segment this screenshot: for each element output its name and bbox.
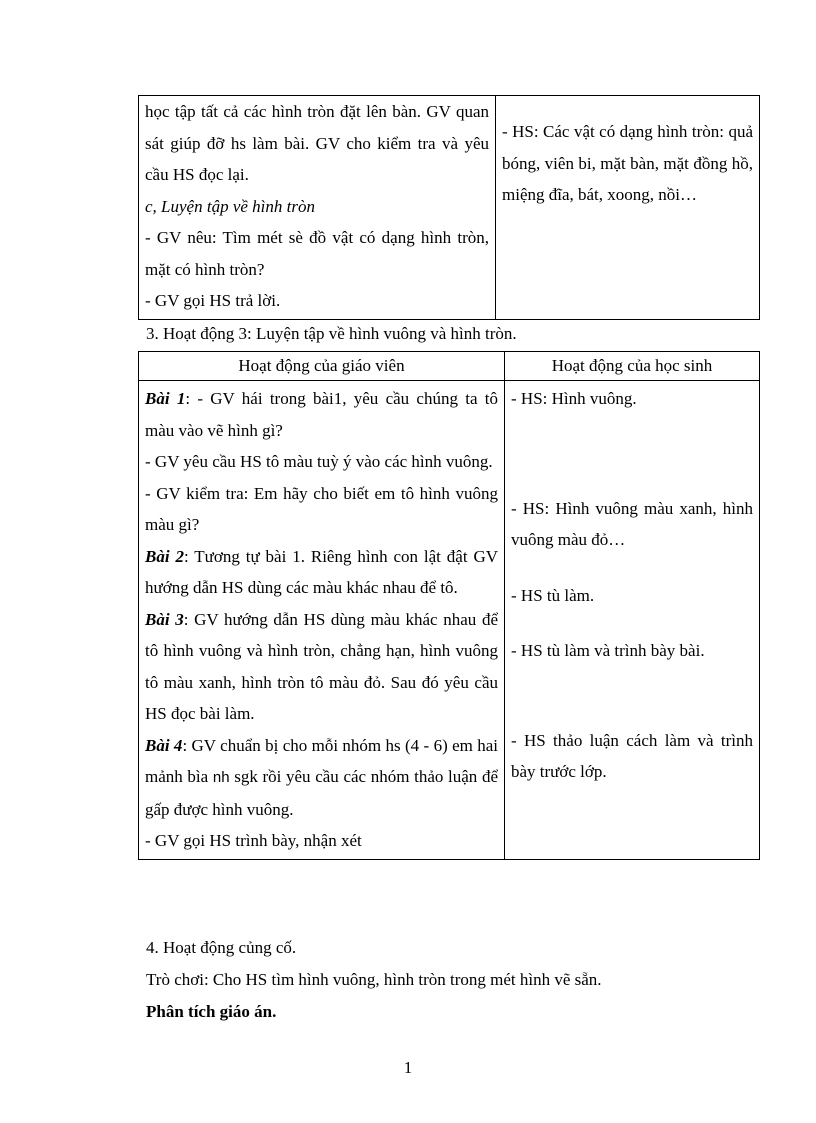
teacher-cell [139, 96, 496, 320]
student-text: - HS tù làm và trình bày bài. [511, 641, 705, 660]
student-text: - HS thảo luận cách làm và trình bày trước lớp. [511, 730, 753, 781]
exercise-label: Bài 4 [145, 735, 183, 755]
table-row [139, 96, 760, 320]
activity3-heading: 3. Hoạt động 3: Luyện tập về hình vuông và hình tròn. [146, 324, 517, 343]
activity-table [138, 351, 760, 860]
game-text: Trò chơi: Cho HS tìm hình vuông, hình tròn trong mét hình vẽ sẵn. [146, 970, 602, 989]
exercise-1: Bài 1: - GV hái trong bài1, yêu cầu chúng ta tô màu vào vẽ hình gì? [145, 389, 499, 440]
student-cell [496, 96, 760, 320]
analysis-heading: Phân tích giáo án. [146, 1002, 277, 1021]
teacher-text: - GV nêu: Tìm mét sè đồ vật có dạng hình tròn, mặt có hình tròn? [145, 228, 489, 279]
teacher-cell [139, 381, 505, 860]
teacher-text: - GV kiểm tra: Em hãy cho biết em tô hình vuông màu gì? [145, 483, 498, 534]
exercise-2: Bài 2: Tương tự bài 1. Riêng hình con lật đật GV hướng dẫn HS dùng các màu khác nhau để tô. [145, 546, 498, 597]
inline-note: nh [212, 769, 230, 786]
header-student: Hoạt động của học sinh [505, 352, 760, 381]
teacher-text: - GV gọi HS trình bày, nhận xét [145, 831, 362, 850]
exercise-label: Bài 3 [145, 609, 184, 629]
student-cell [505, 381, 760, 860]
exercise-4: Bài 4: GV chuẩn bị cho mỗi nhóm hs (4 - 6) em hai mảnh bìa nh sgk rồi yêu cầu các nhóm thảo luận để gấp được hình vuông. [145, 735, 499, 819]
student-text: - HS: Các vật có dạng hình tròn: quả bóng, viên bi, mặt bàn, mặt đồng hồ, miệng đĩa, bát, xoong, nồi… [502, 122, 753, 204]
page-number: 1 [403, 1058, 413, 1077]
teacher-text: - GV yêu cầu HS tô màu tuỳ ý vào các hình vuông. [145, 452, 493, 471]
activity-table-continued [138, 95, 760, 320]
student-text: - HS: Hình vuông màu xanh, hình vuông màu đỏ… [511, 498, 753, 549]
student-text: - HS tù làm. [511, 585, 595, 605]
section-subheading: c, Luyện tập về hình tròn [145, 196, 315, 216]
table-header-row [139, 352, 760, 381]
exercise-label: Bài 1 [145, 389, 186, 408]
header-teacher: Hoạt động của giáo viên [139, 352, 505, 381]
teacher-text: - GV gọi HS trả lời. [145, 291, 281, 310]
teacher-text: học tập tất cả các hình tròn đặt lên bàn. GV quan sát giúp đỡ hs làm bài. GV cho kiểm tra và yêu cầu HS đọc lại. [145, 102, 489, 184]
exercise-3: Bài 3: GV hướng dẫn HS dùng màu khác nhau để tô hình vuông và hình tròn, chẳng hạn, hình vuông tô màu xanh, hình tròn tô màu đỏ. Sau đó yêu cầu HS đọc bài làm. [145, 609, 498, 723]
student-text: - HS: Hình vuông. [511, 389, 637, 408]
table-row [139, 381, 760, 860]
exercise-label: Bài 2 [145, 546, 184, 566]
activity4-heading: 4. Hoạt động củng cố. [146, 938, 297, 957]
